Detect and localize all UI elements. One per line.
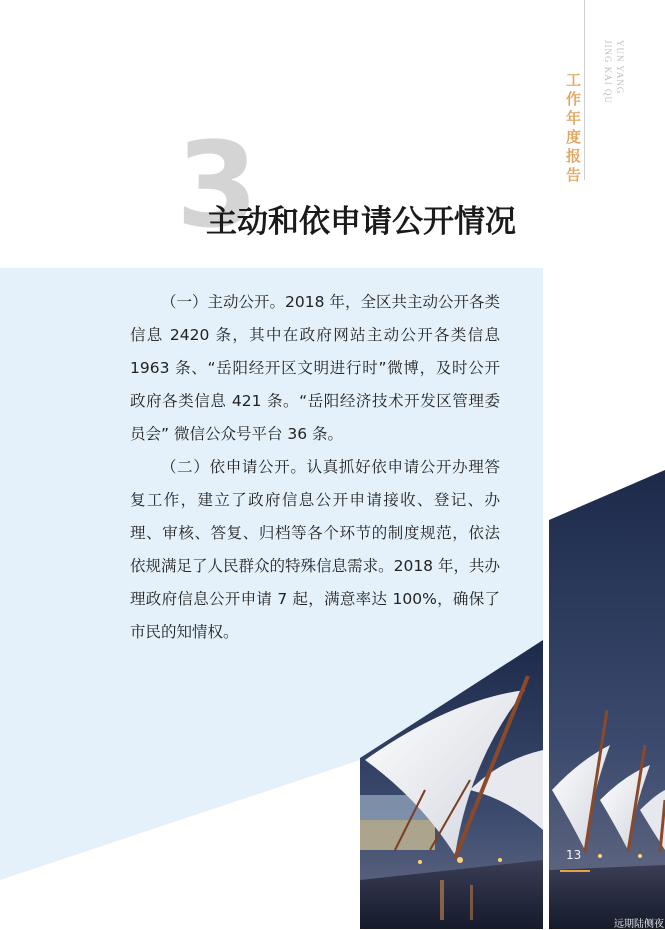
header-vertical-english <box>602 40 626 104</box>
header-en-line1: YUN YANG <box>615 40 625 95</box>
body-text <box>130 286 500 649</box>
photo-caption: 远期陆侧夜 <box>614 919 664 930</box>
header-divider <box>584 0 585 180</box>
paragraph-proactive-disclosure: （一）主动公开。2018 年，全区共主动公开各类信息 2420 条，其中在政府网站主动公开各类信息 1963 条、“岳阳经开区文明进行时”微博，及时公开政府各类信息 421 条。“岳阳经济技术开发区管理委员会” 微信公众号平台 36 条。 <box>130 293 500 443</box>
section-title: 主动和依申请公开情况 <box>206 204 516 240</box>
photo-left <box>360 640 543 929</box>
page-number: 13 <box>566 848 582 862</box>
header-en-line2: JING KAI QU <box>603 40 613 104</box>
header-vertical-title: 工作年度报告 <box>564 72 582 186</box>
paragraph-application-disclosure: （二）依申请公开。认真抓好依申请公开办理答复工作，建立了政府信息公开申请接收、登记、办理、审核、答复、归档等各个环节的制度规范，依法依规满足了人民群众的特殊信息需求。2018 年，共办理政府信息公开申请 7 起，满意率达 100%，确保了市民的知情权。 <box>130 458 500 641</box>
section-number: 3 <box>176 116 259 254</box>
